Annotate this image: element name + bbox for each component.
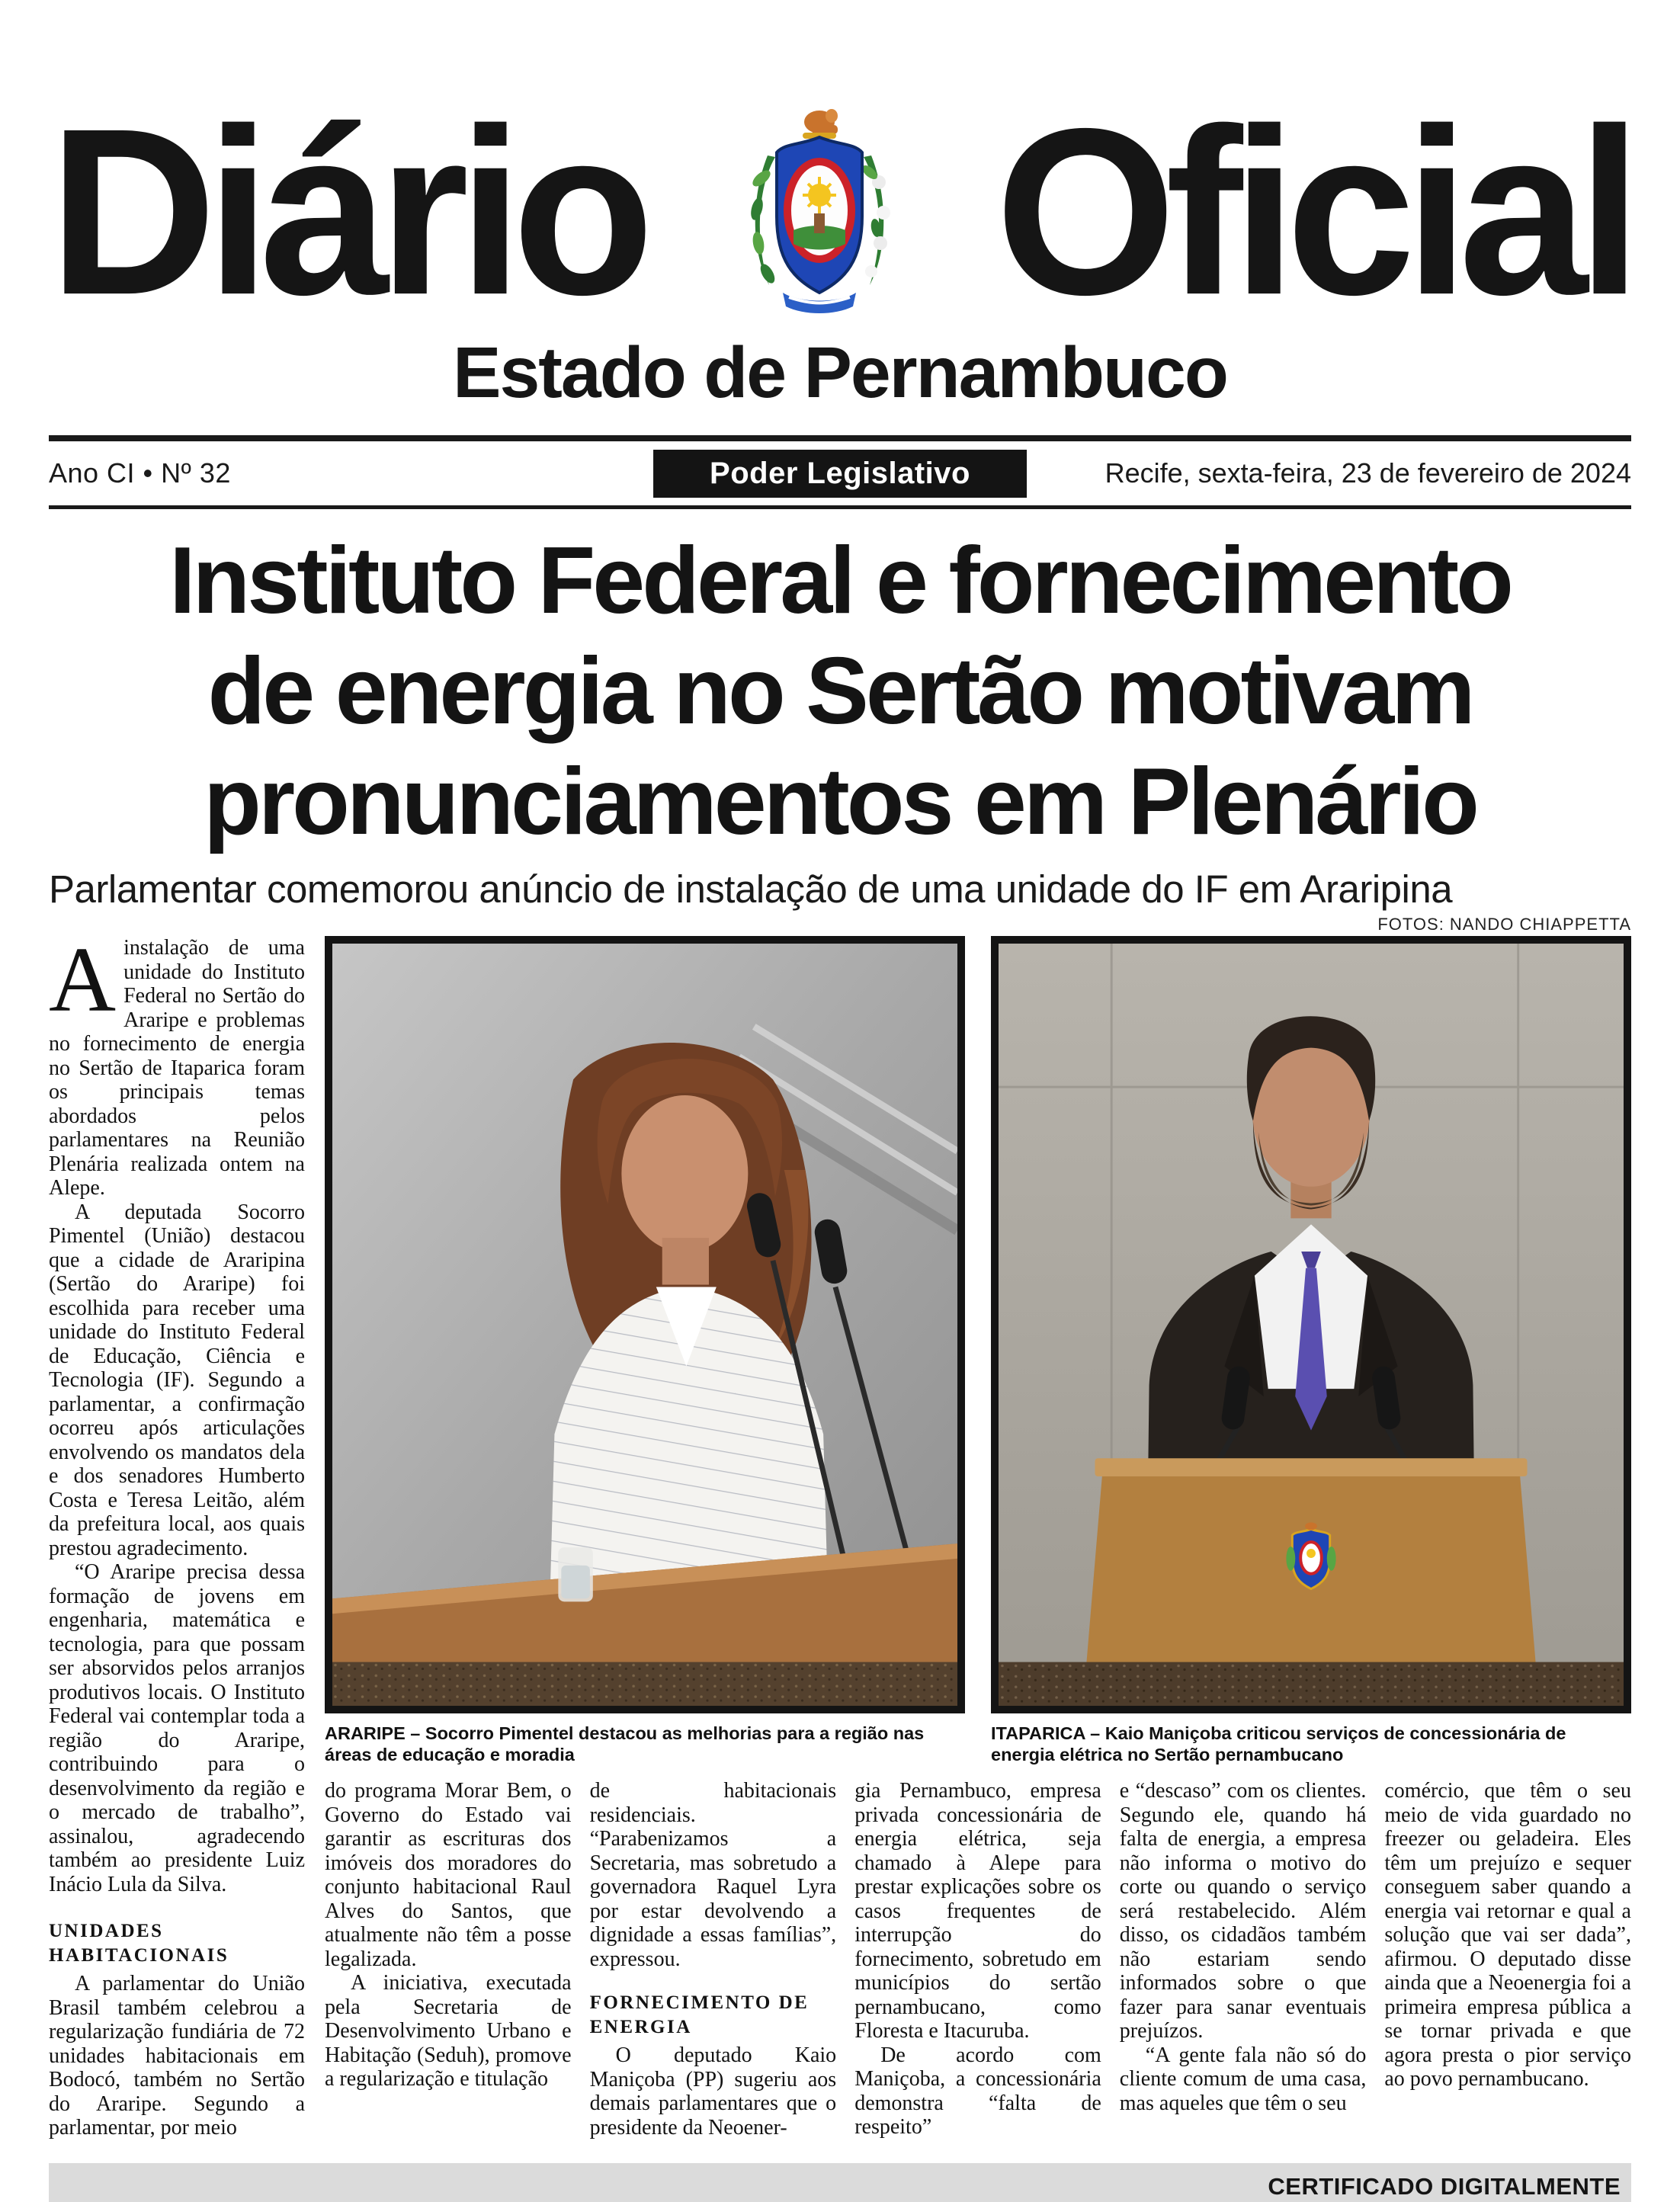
column-paragraph: “A gente fala não só do cliente comum de uma casa, mas aqueles que têm o seu: [1119, 2043, 1367, 2115]
subheadline: Parlamentar comemorou anúncio de instalação de uma unidade do IF em Araripina: [49, 867, 1453, 912]
certification-bar: [49, 2163, 1631, 2202]
column-paragraph: O deputado Kaio Maniçoba (PP) sugeriu aos demais parlamentares que o presidente da Neoener-: [589, 2043, 837, 2139]
column-paragraph: A iniciativa, executada pela Secretaria de Desenvolvimento Urbano e Habitação (Seduh), promove a regularização e titulação: [325, 1971, 572, 2091]
article-body: [49, 928, 1631, 2140]
photo-itaparica-caption: ITAPARICA – Kaio Maniçoba criticou serviços de concessionária de energia elétrica no Sertão pernambucano: [991, 1723, 1566, 1765]
masthead: [49, 79, 1631, 413]
issue-date: Recife, sexta-feira, 23 de fevereiro de 2024: [1105, 457, 1631, 489]
column-paragraph: do programa Morar Bem, o Governo do Estado vai garantir as escrituras dos imóveis dos moradores do conjunto habitacional Raul Alves do Santos, que atualmente não têm a posse legalizada.: [325, 1779, 572, 1971]
masthead-title-left: Diário: [49, 79, 644, 345]
main-headline: [49, 526, 1631, 857]
text-column-2: [590, 1779, 837, 2139]
column-paragraph: e “descaso” com os clientes. Segundo ele, quando há falta de energia, a empresa não informa o motivo do corte ou quando o serviço será restabelecido. Além disso, os cidadãos também não estariam sendo informados sobre o que fazer para sanar eventuais prejuízos.: [1119, 1779, 1367, 2043]
text-column-3: [854, 1779, 1101, 2139]
section-heading-unidades: UNIDADES HABITACIONAIS: [49, 1921, 229, 1966]
masthead-title-right: Oficial: [995, 79, 1631, 345]
section-label: Poder Legislativo: [653, 450, 1027, 498]
photo-itaparica: [991, 936, 1631, 1765]
text-column-1: [325, 1779, 572, 2139]
text-column-5: [1384, 1779, 1631, 2139]
lead-paragraph: “O Araripe precisa dessa formação de jovens em engenharia, matemática e tecnologia, para que possam ser absorvidos pelos arranjos produtivos locais. O Instituto Federal vai contemplar toda a região do Araripe, contribuindo para o desenvolvimento da região e o mercado de trabalho”, assinalou, agradecendo também ao presidente Luiz Inácio Lula da Silva.: [49, 1560, 305, 1896]
text-column-4: [1120, 1779, 1367, 2139]
lead-paragraph-dropcap: Ainstalação de uma unidade do Instituto Federal no Sertão do Araripe e problemas no fornecimento de energia no Sertão de Itaparica foram os principais temas abordados pelos parlamentares na Reunião Plenária realizada ontem na Alepe.: [49, 928, 305, 1200]
masthead-subtitle: Estado de Pernambuco: [453, 332, 1227, 413]
drop-cap: A: [49, 928, 117, 1032]
lead-column: [49, 928, 305, 2140]
edition-number: Ano CI • Nº 32: [49, 457, 231, 489]
certification-label: CERTIFICADO DIGITALMENTE: [1268, 2172, 1621, 2200]
dateline: [49, 435, 1631, 509]
photo-itaparica-image: [991, 936, 1631, 1713]
photo-araripe: [325, 936, 965, 1765]
headline-line-1: Instituto Federal e fornecimento: [169, 528, 1511, 633]
headline-line-3: pronunciamentos em Plenário: [204, 749, 1476, 855]
photo-araripe-caption: ARARIPE – Socorro Pimentel destacou as melhorias para a região nas áreas de educação e moradia: [325, 1723, 925, 1765]
photo-araripe-image: [325, 936, 965, 1713]
section-heading-fornecimento: FORNECIMENTO DE ENERGIA: [589, 1992, 810, 2037]
lead-paragraph: A deputada Socorro Pimentel (União) destacou que a cidade de Araripina (Sertão do Araripe) foi escolhida para receber uma unidade do Instituto Federal de Educação, Ciência e Tecnologia (IF). Segundo a parlamentar, a confirmação ocorreu após articulações envolvendo os mandatos dela e dos senadores Humberto Costa e Teresa Leitão, além da prefeitura local, aos quais prestou agradecimento.: [49, 1200, 305, 1560]
column-paragraph: gia Pernambuco, empresa privada concessionária de energia elétrica, seja chamado à Alepe para prestar explicações sobre os casos frequentes de interrupção do fornecimento, sobretudo em municípios do sertão pernambucano, como Floresta e Itacuruba.: [854, 1779, 1101, 2043]
column-paragraph: comércio, que têm o seu meio de vida guardado no freezer ou geladeira. Eles têm um prejuízo e sequer conseguem saber quando a energia vai retornar e qual a solução que vai ser dada”, afirmou. O deputado disse ainda que a Neoenergia foi a primeira empresa pública a se tornar privada e que agora presta o pior serviço ao povo pernambucano.: [1384, 1779, 1631, 2091]
right-zone: [325, 936, 1631, 2140]
photo-credit: FOTOS: NANDO CHIAPPETTA: [1377, 915, 1631, 934]
lead-paragraph: A parlamentar do União Brasil também celebrou a regularização fundiária de 72 unidades habitacionais em Bodocó, também no Sertão do Araripe. Segundo a parlamentar, por meio: [49, 1972, 305, 2140]
headline-line-2: de energia no Sertão motivam: [207, 639, 1473, 745]
column-paragraph: De acordo com Maniçoba, a concessionária demonstra “falta de respeito”: [854, 2043, 1101, 2139]
pernambuco-coat-of-arms-icon: [739, 102, 900, 322]
column-paragraph: de habitacionais residenciais. “Parabenizamos a Secretaria, mas sobretudo a governadora Raquel Lyra por estar devolvendo a dignidade a essas famílias”, expressou.: [589, 1779, 837, 1971]
bottom-columns: [325, 1779, 1631, 2139]
